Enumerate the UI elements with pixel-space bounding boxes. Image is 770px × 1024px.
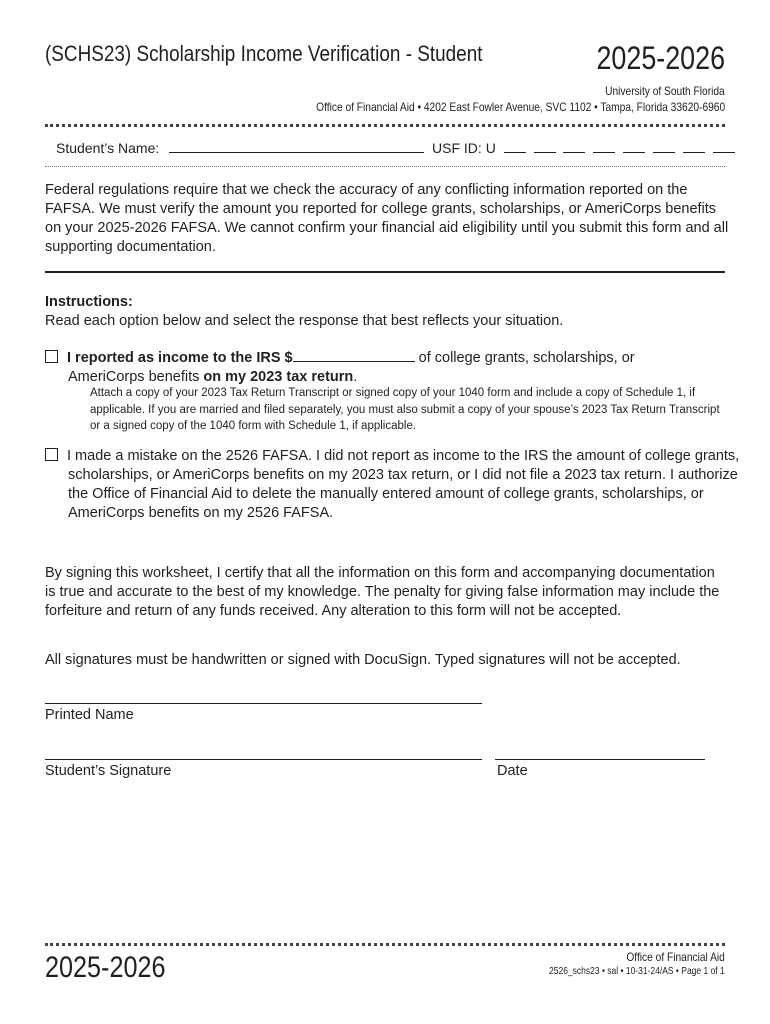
header-divider xyxy=(45,124,725,127)
option-1-lead: I reported as income to the IRS $ xyxy=(67,350,293,366)
form-title: (SCHS23) Scholarship Income Verification - Student xyxy=(45,41,483,66)
date-label: Date xyxy=(497,763,528,779)
option-1-checkbox[interactable] xyxy=(45,350,58,363)
student-signature-label: Student’s Signature xyxy=(45,763,172,779)
option-1-line2-bold: on my 2023 tax return xyxy=(203,369,354,385)
option-2-text: I made a mistake on the 2526 FAFSA. I did not report as income to the IRS the amount of college grants, scholarships, or AmeriCorps benefits on my 2023 tax return, or I did not file a 2023 tax return. I authorize the Office of Financial Aid to delete the manually entered amount of college grants, scholarships, or AmeriCorps benefits on my 2526 FAFSA. xyxy=(67,448,740,521)
student-row-divider xyxy=(45,166,725,167)
option-1 xyxy=(45,349,735,387)
certification-paragraph: By signing this worksheet, I certify that all the information on this form and accompanying documentation is true and accurate to the best of my knowledge. The penalty for giving false information may include the forfeiture and return of any funds received. Any alteration to this form will not be accepted. xyxy=(45,565,720,619)
intro-divider xyxy=(45,271,725,273)
student-name-field[interactable] xyxy=(169,140,424,153)
student-signature-line[interactable] xyxy=(45,759,482,760)
usf-id-field[interactable] xyxy=(500,140,735,156)
university-name: University of South Florida xyxy=(605,84,725,98)
option-1-note: Attach a copy of your 2023 Tax Return Transcript or signed copy of your 1040 form and include a copy of Schedule 1, if applicable. If you are married and filed separately, you must also submit a copy of your spouse’s 2023 Tax Return Transcript or a signed copy of the 1040 form with Schedule 1, if applicable. xyxy=(90,387,720,432)
footer-form-code: 2526_schs23 • sal • 10-31-24/AS • Page 1 of 1 xyxy=(549,966,725,977)
option-2-checkbox[interactable] xyxy=(45,448,58,461)
option-1-mid: of college grants, scholarships, or xyxy=(414,350,635,366)
option-2 xyxy=(45,447,742,523)
date-line[interactable] xyxy=(495,759,705,760)
option-1-line2-end: . xyxy=(353,369,358,385)
office-address: Office of Financial Aid • 4202 East Fowler Avenue, SVC 1102 • Tampa, Florida 33620-6960 xyxy=(316,100,725,114)
option-1-line2: AmeriCorps benefits xyxy=(68,369,204,385)
intro-paragraph: Federal regulations require that we check the accuracy of any conflicting information reported on the FAFSA. We must verify the amount you reported for college grants, scholarships, or AmeriCorps benefits on your 2025-2026 FAFSA. We cannot confirm your financial aid eligibility until you submit this form and all supporting documentation. xyxy=(45,182,729,255)
form-year: 2025-2026 xyxy=(596,40,725,76)
printed-name-label: Printed Name xyxy=(45,707,134,723)
irs-amount-field[interactable] xyxy=(293,349,415,362)
student-name-label: Student’s Name: xyxy=(56,140,160,156)
footer-divider xyxy=(45,943,725,946)
instructions-heading: Instructions: xyxy=(45,294,133,310)
usf-id-label: USF ID: U xyxy=(432,140,496,156)
signature-note: All signatures must be handwritten or signed with DocuSign. Typed signatures will not be accepted. xyxy=(45,652,681,668)
footer-year: 2025-2026 xyxy=(45,951,166,984)
printed-name-line[interactable] xyxy=(45,703,482,704)
instructions-text: Read each option below and select the response that best reflects your situation. xyxy=(45,313,564,329)
student-info-row xyxy=(56,140,735,156)
footer-office: Office of Financial Aid xyxy=(626,950,725,964)
